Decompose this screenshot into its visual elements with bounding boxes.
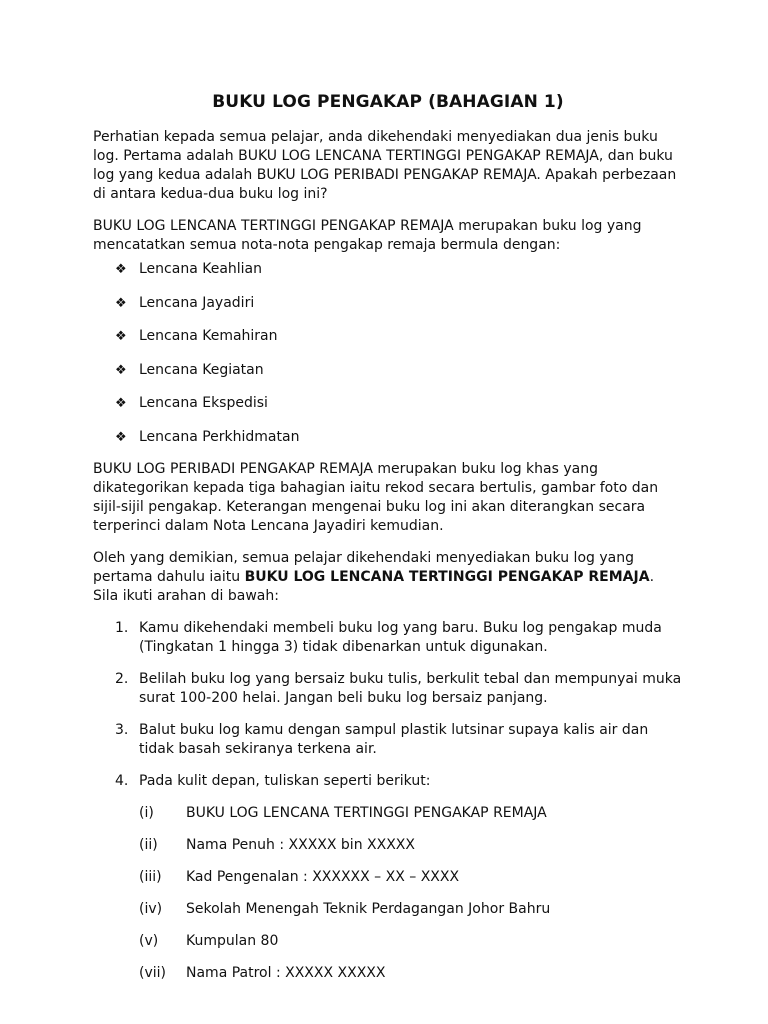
cover-item-number: (iii) bbox=[139, 868, 162, 885]
step-item bbox=[93, 721, 683, 759]
diamond-bullet-icon: ❖ bbox=[115, 262, 127, 277]
cover-item bbox=[139, 804, 683, 823]
step-item bbox=[93, 670, 683, 708]
diamond-bullet-icon: ❖ bbox=[115, 429, 127, 445]
diamond-bullet-icon: ❖ bbox=[115, 329, 127, 344]
diamond-bullet-icon: ❖ bbox=[115, 295, 127, 311]
list-item bbox=[93, 327, 683, 346]
instruction-intro bbox=[93, 549, 683, 606]
instruction-intro-bold: BUKU LOG LENCANA TERTINGGI PENGAKAP REMAJA bbox=[244, 568, 650, 585]
step-text: Belilah buku log yang bersaiz buku tulis, berkulit tebal dan mempunyai muka surat 100-200 helai. Jangan beli buku log bersaiz panjang. bbox=[139, 670, 682, 706]
cover-item-number: (i) bbox=[139, 804, 154, 821]
cover-item-text: Sekolah Menengah Teknik Perdagangan Johor Bahru bbox=[186, 900, 551, 917]
cover-item-number: (iv) bbox=[139, 900, 163, 917]
lencana-log-description: BUKU LOG LENCANA TERTINGGI PENGAKAP REMAJA merupakan buku log yang mencatatkan semua nota-nota pengakap remaja bermula dengan: bbox=[93, 218, 642, 253]
diamond-bullet-icon: ❖ bbox=[115, 396, 127, 411]
cover-item-number: (v) bbox=[139, 932, 159, 949]
cover-item bbox=[139, 964, 683, 983]
list-item-label: Lencana Kemahiran bbox=[139, 328, 278, 344]
cover-item bbox=[139, 932, 683, 951]
step-number: 2. bbox=[115, 670, 129, 687]
list-item bbox=[93, 361, 683, 380]
cover-item bbox=[139, 868, 683, 887]
document-page bbox=[93, 91, 683, 996]
cover-item-text: BUKU LOG LENCANA TERTINGGI PENGAKAP REMAJA bbox=[186, 804, 547, 821]
step-text: Kamu dikehendaki membeli buku log yang baru. Buku log pengakap muda (Tingkatan 1 hingga 3) tidak dibenarkan untuk digunakan. bbox=[139, 619, 662, 655]
list-item-label: Lencana Ekspedisi bbox=[139, 395, 268, 411]
cover-item-number: (ii) bbox=[139, 836, 158, 853]
cover-item-text: Kad Pengenalan : XXXXXX – XX – XXXX bbox=[186, 868, 460, 885]
step-text: Balut buku log kamu dengan sampul plastik lutsinar supaya kalis air dan tidak basah sekiranya terkena air. bbox=[139, 721, 649, 757]
list-item bbox=[93, 260, 683, 279]
cover-item bbox=[139, 836, 683, 855]
instruction-intro-text: Oleh yang demikian, semua pelajar dikehendaki menyediakan buku log yang pertama dahulu iaitu bbox=[93, 549, 634, 585]
instruction-intro-tail: . Sila ikuti arahan di bawah: bbox=[93, 568, 655, 604]
step-number: 1. bbox=[115, 619, 129, 636]
step-item bbox=[93, 772, 683, 983]
list-item-label: Lencana Keahlian bbox=[139, 261, 262, 277]
cover-item-text: Nama Patrol : XXXXX XXXXX bbox=[186, 964, 386, 981]
step-text: Pada kulit depan, tuliskan seperti berikut: bbox=[139, 772, 431, 789]
cover-items-list bbox=[139, 804, 683, 983]
cover-item-text: Nama Penuh : XXXXX bin XXXXX bbox=[186, 836, 415, 853]
step-number: 3. bbox=[115, 721, 129, 738]
list-item bbox=[93, 428, 683, 447]
intro-paragraph: Perhatian kepada semua pelajar, anda dikehendaki menyediakan dua jenis buku log. Pertama adalah BUKU LOG LENCANA TERTINGGI PENGAKAP REMAJA, dan buku log yang kedua adalah BUKU LOG PERIBADI PENGAKAP REMAJA. Apakah perbezaan di antara kedua-dua buku log ini? bbox=[93, 129, 677, 202]
cover-item-text: Kumpulan 80 bbox=[186, 932, 279, 949]
list-item bbox=[93, 294, 683, 313]
list-item bbox=[93, 394, 683, 413]
cover-item bbox=[139, 900, 683, 919]
diamond-bullet-icon: ❖ bbox=[115, 362, 127, 378]
list-item-label: Lencana Kegiatan bbox=[139, 361, 264, 378]
list-item-label: Lencana Jayadiri bbox=[139, 294, 255, 311]
cover-item-number: (vii) bbox=[139, 964, 166, 981]
step-item bbox=[93, 619, 683, 657]
steps-list bbox=[93, 619, 683, 983]
page-title: BUKU LOG PENGAKAP (BAHAGIAN 1) bbox=[212, 92, 564, 112]
peribadi-log-description: BUKU LOG PERIBADI PENGAKAP REMAJA merupakan buku log khas yang dikategorikan kepada tiga bahagian iaitu rekod secara bertulis, gambar foto dan sijil-sijil pengakap. Keterangan mengenai buku log ini akan diterangkan secara terperinci dalam Nota Lencana Jayadiri kemudian. bbox=[93, 460, 659, 534]
lencana-list bbox=[93, 260, 683, 447]
list-item-label: Lencana Perkhidmatan bbox=[139, 428, 300, 445]
step-number: 4. bbox=[115, 772, 129, 789]
